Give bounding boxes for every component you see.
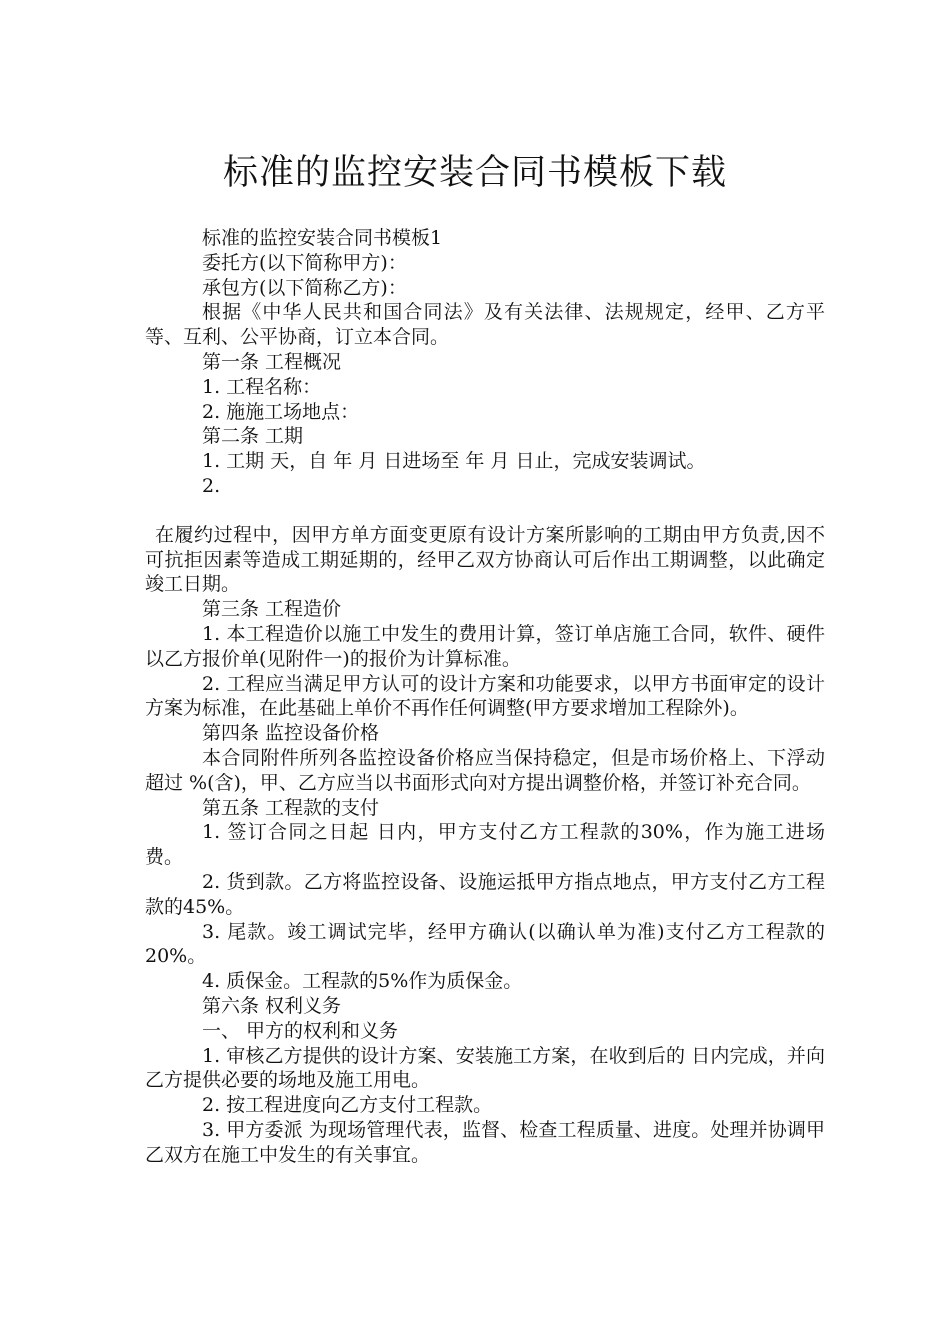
- paragraph: 1. 签订合同之日起 日内，甲方支付乙方工程款的30%，作为施工进场费。: [145, 821, 825, 869]
- paragraph: 1. 本工程造价以施工中发生的费用计算，签订单店施工合同，软件、硬件以乙方报价单(见附件一)的报价为计算标准。: [145, 622, 825, 670]
- paragraph: 2.: [202, 474, 221, 497]
- section-heading: 第五条 工程款的支付: [202, 796, 380, 819]
- paragraph: 4. 质保金。工程款的5%作为质保金。: [202, 970, 523, 993]
- section-heading: 第二条 工期: [202, 425, 304, 448]
- section-heading: 第一条 工程概况: [202, 350, 342, 373]
- paragraph: 3. 尾款。竣工调试完毕，经甲方确认(以确认单为准)支付乙方工程款的20%。: [145, 920, 825, 968]
- paragraph: 1. 工程名称：: [202, 375, 322, 398]
- paragraph: 2. 工程应当满足甲方认可的设计方案和功能要求，以甲方书面审定的设计方案为标准，在此基础上单价不再作任何调整(甲方要求增加工程除外)。: [145, 672, 825, 720]
- document-title: 标准的监控安装合同书模板下载: [222, 153, 727, 194]
- paragraph: 本合同附件所列各监控设备价格应当保持稳定，但是市场价格上、下浮动超过 %(含)，甲、乙方应当以书面形式向对方提出调整价格，并签订补充合同。: [145, 746, 825, 794]
- section-heading: 第四条 监控设备价格: [202, 722, 380, 745]
- paragraph: 2. 货到款。乙方将监控设备、设施运抵甲方指点地点，甲方支付乙方工程款的45%。: [145, 870, 825, 918]
- paragraph: 根据《中华人民共和国合同法》及有关法律、法规规定，经甲、乙方平等、互利、公平协商，订立本合同。: [145, 301, 825, 349]
- paragraph: 2. 施施工场地点：: [202, 400, 360, 423]
- paragraph: 在履约过程中，因甲方单方面变更原有设计方案所影响的工期由甲方负责,因不可抗拒因素等造成工期延期的，经甲乙双方协商认可后作出工期调整，以此确定竣工日期。: [145, 523, 825, 596]
- section-heading: 第六条 权利义务: [202, 994, 342, 1017]
- section-heading: 第三条 工程造价: [202, 598, 342, 621]
- paragraph: 承包方(以下简称乙方)：: [202, 276, 407, 299]
- blank-line: [145, 499, 825, 523]
- paragraph: 2. 按工程进度向乙方支付工程款。: [202, 1094, 493, 1117]
- subsection-heading: 一、 甲方的权利和义务: [202, 1019, 399, 1042]
- paragraph: 1. 工期 天，自 年 月 日进场至 年 月 日止，完成安装调试。: [202, 450, 706, 473]
- paragraph: 标准的监控安装合同书模板1: [202, 227, 443, 249]
- paragraph: 委托方(以下简称甲方)：: [202, 251, 407, 274]
- paragraph: 3. 甲方委派 为现场管理代表，监督、检查工程质量、进度。处理并协调甲乙双方在施工中发生的有关事宜。: [145, 1118, 825, 1166]
- paragraph: 1. 审核乙方提供的设计方案、安装施工方案，在收到后的 日内完成，并向乙方提供必要的场地及施工用电。: [145, 1044, 825, 1092]
- document-body: [145, 226, 825, 1167]
